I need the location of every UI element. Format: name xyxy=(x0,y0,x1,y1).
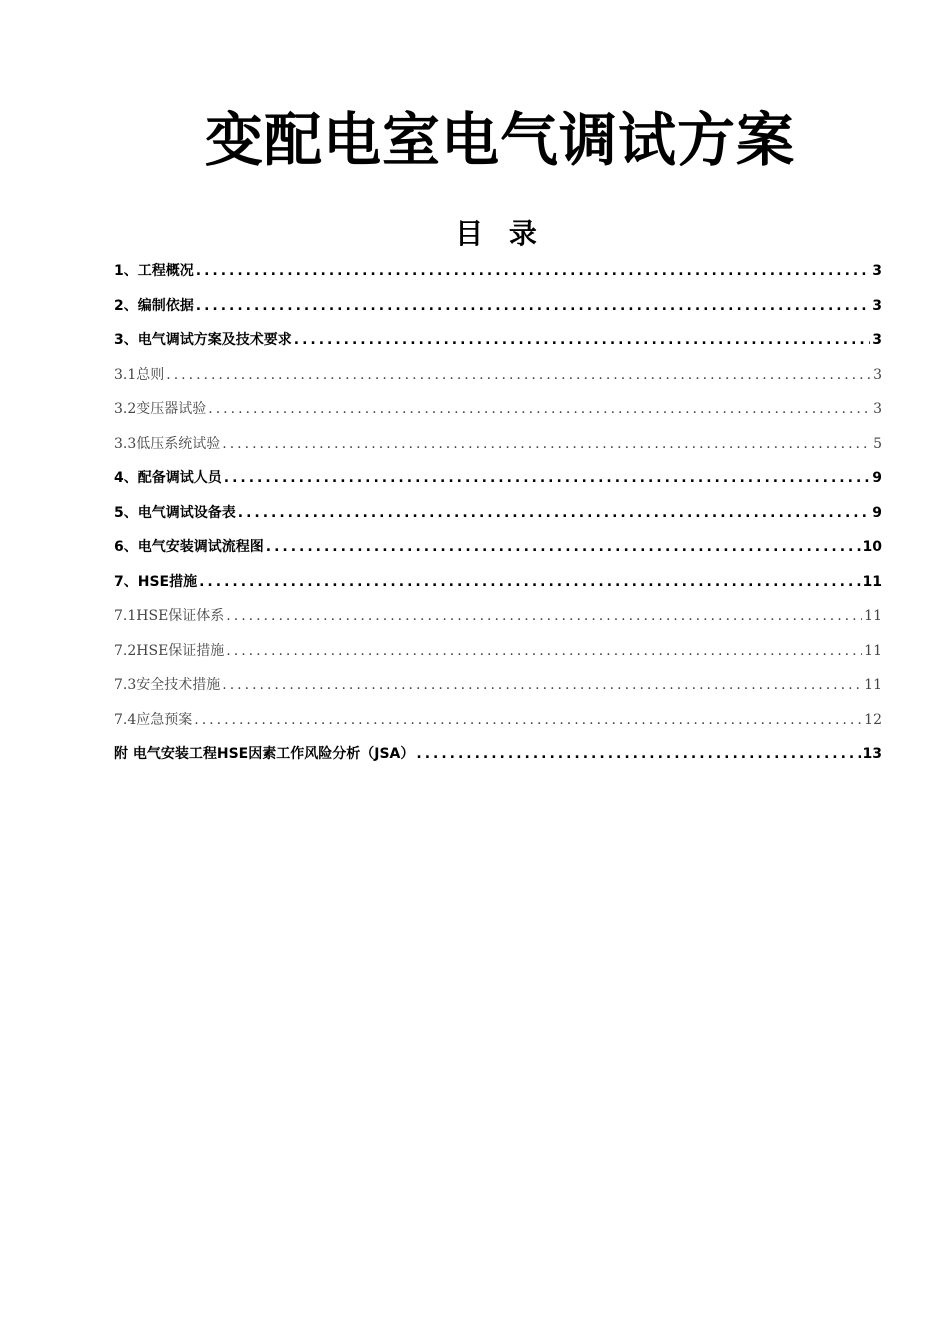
toc-entry[interactable] xyxy=(114,634,882,669)
toc-dot-leader xyxy=(266,530,861,565)
toc-dot-leader xyxy=(224,461,871,496)
toc-entry-text: 7.1HSE保证体系 xyxy=(114,608,225,624)
toc-entry-text: 2、编制依据 xyxy=(114,297,194,314)
toc-page-number: 11 xyxy=(864,608,882,624)
toc-page-number: 3 xyxy=(872,297,882,314)
toc-page-number: 3 xyxy=(873,401,882,417)
toc-entry-text: 6、电气安装调试流程图 xyxy=(114,539,264,555)
toc-page-number: 9 xyxy=(872,470,882,486)
toc-entry[interactable] xyxy=(114,392,882,427)
document-title: 变配电室电气调试方案 xyxy=(204,106,795,174)
toc-heading: 目 录 xyxy=(455,217,545,250)
toc-entry-text: 3.1总则 xyxy=(114,366,165,383)
toc-dot-leader xyxy=(199,565,860,600)
toc-entry-text: 4、配备调试人员 xyxy=(114,470,222,486)
toc-entry[interactable] xyxy=(114,358,882,393)
toc-page-number: 10 xyxy=(862,539,882,555)
toc-entry[interactable] xyxy=(114,323,882,358)
toc-page-number: 5 xyxy=(873,435,882,452)
toc-entry-text: 3.2变压器试验 xyxy=(114,401,207,417)
toc-page-number: 11 xyxy=(864,677,882,693)
toc-entry-text: 1、工程概况 xyxy=(114,263,194,279)
toc-dot-leader xyxy=(226,599,862,634)
toc-page-number: 11 xyxy=(864,642,882,659)
toc-entry-text: 5、电气调试设备表 xyxy=(114,504,236,521)
toc-dot-leader xyxy=(416,737,860,772)
toc-entry-text: 附 电气安装工程HSE因素工作风险分析（JSA） xyxy=(114,746,415,762)
toc-dot-leader xyxy=(222,668,862,703)
toc-dot-leader xyxy=(226,634,862,669)
toc-dot-leader xyxy=(294,323,871,358)
toc-entry[interactable] xyxy=(114,703,882,738)
toc-dot-leader xyxy=(222,427,871,462)
toc-page-number: 9 xyxy=(872,504,882,521)
toc-dot-leader xyxy=(208,392,871,427)
toc-entry[interactable] xyxy=(114,289,882,324)
toc-dot-leader xyxy=(194,703,862,738)
toc-entry[interactable] xyxy=(114,254,882,289)
toc-entry[interactable] xyxy=(114,461,882,496)
toc-page-number: 3 xyxy=(873,366,882,383)
table-of-contents xyxy=(114,254,882,772)
toc-entry[interactable] xyxy=(114,530,882,565)
toc-entry-text: 7.3安全技术措施 xyxy=(114,677,221,693)
toc-page-number: 12 xyxy=(864,711,882,728)
toc-entry-text: 3、电气调试方案及技术要求 xyxy=(114,332,292,348)
toc-dot-leader xyxy=(166,358,871,393)
toc-entry-text: 7.2HSE保证措施 xyxy=(114,642,225,659)
toc-entry[interactable] xyxy=(114,565,882,600)
toc-page-number: 13 xyxy=(862,746,882,762)
toc-page-number: 3 xyxy=(872,263,882,279)
toc-page-number: 11 xyxy=(862,573,882,590)
toc-entry-text: 7、HSE措施 xyxy=(114,573,198,590)
toc-dot-leader xyxy=(196,254,871,289)
toc-entry[interactable] xyxy=(114,427,882,462)
toc-entry[interactable] xyxy=(114,599,882,634)
toc-entry-text: 7.4应急预案 xyxy=(114,711,193,728)
toc-entry[interactable] xyxy=(114,737,882,772)
toc-page-number: 3 xyxy=(872,332,882,348)
toc-entry-text: 3.3低压系统试验 xyxy=(114,435,221,452)
toc-entry[interactable] xyxy=(114,668,882,703)
toc-dot-leader xyxy=(196,289,871,324)
toc-dot-leader xyxy=(238,496,871,531)
toc-entry[interactable] xyxy=(114,496,882,531)
